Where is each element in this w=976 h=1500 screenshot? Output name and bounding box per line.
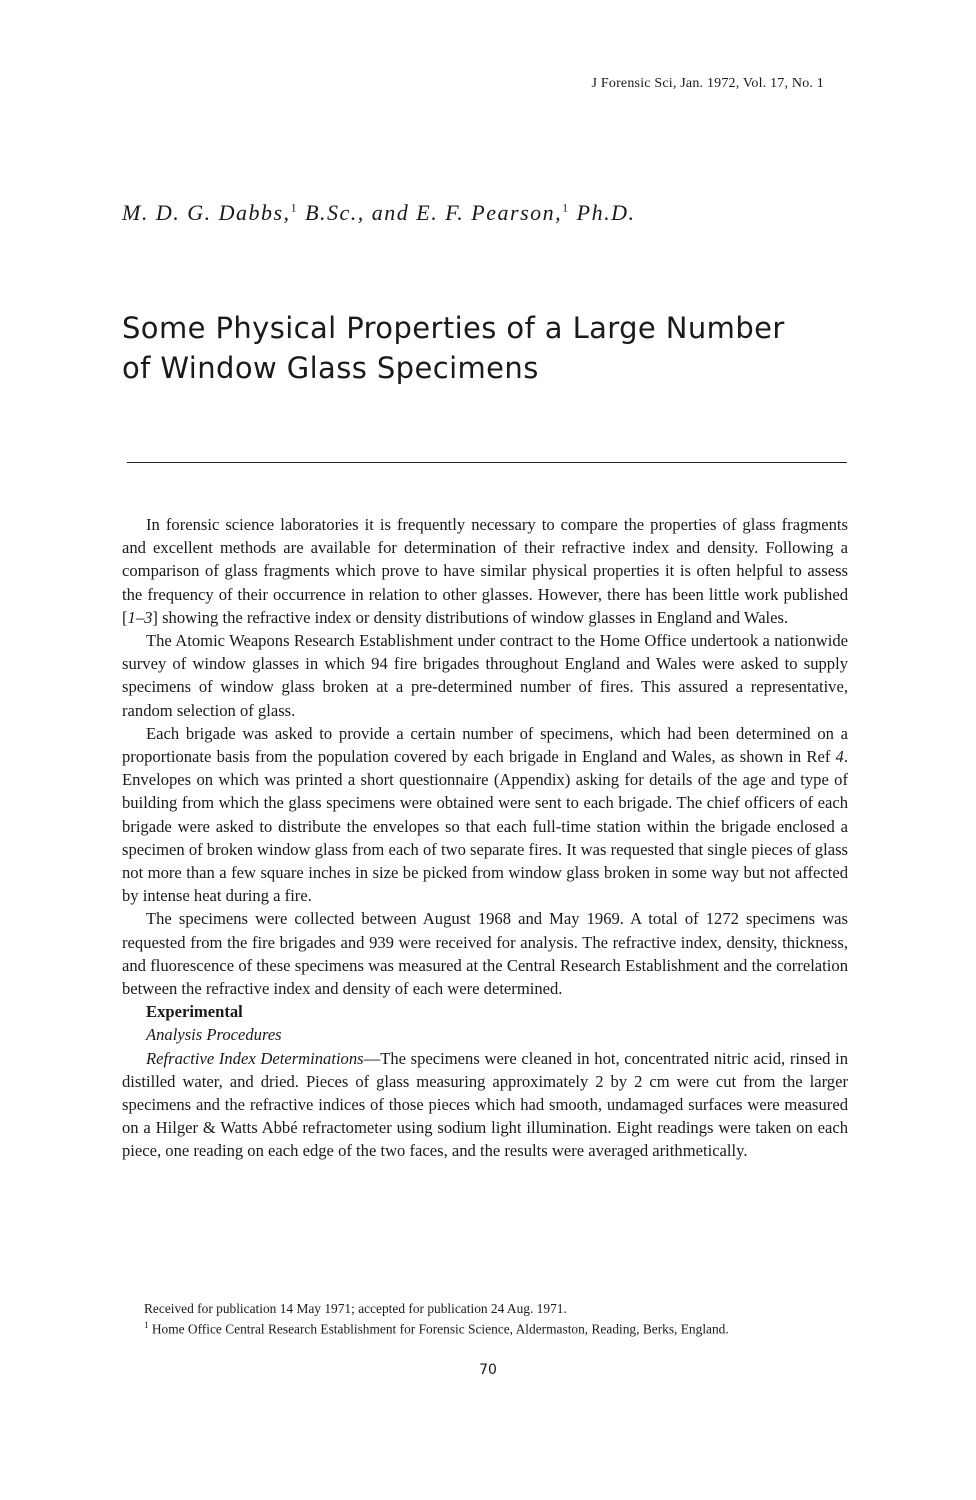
paragraph-3 bbox=[122, 722, 848, 908]
runin-heading-refractive-index: Refractive Index Determinations bbox=[146, 1048, 364, 1068]
author-2-degree: Ph.D. bbox=[569, 200, 636, 225]
author-2-name: E. F. Pearson, bbox=[416, 200, 563, 225]
affiliation-text: Home Office Central Research Establishment for Forensic Science, Aldermaston, Reading, Berks, England. bbox=[148, 1321, 729, 1337]
article-title bbox=[122, 308, 862, 388]
section-heading-experimental: Experimental bbox=[146, 1002, 243, 1022]
paragraph-5 bbox=[122, 1047, 848, 1163]
article-body bbox=[122, 513, 848, 1163]
title-line-2: of Window Glass Specimens bbox=[122, 351, 539, 385]
paragraph-1-text-b: ] showing the refractive index or density distributions of window glasses in England and Wales. bbox=[152, 607, 789, 627]
page-number: 70 bbox=[479, 1362, 497, 1378]
title-line-1: Some Physical Properties of a Large Number bbox=[122, 311, 785, 345]
author-1-footnote-mark: 1 bbox=[290, 200, 299, 215]
paragraph-1 bbox=[122, 513, 848, 629]
paragraph-1-text-a: In forensic science laboratories it is frequently necessary to compare the properties of glass fragments and excellent methods are available for determination of their refractive index and density. Following a comparison of glass fragments which prove to have similar physical properties it is often helpful to assess the frequency of their occurrence in relation to other glasses. However, there has been little work published [ bbox=[122, 515, 848, 627]
title-divider bbox=[127, 462, 847, 463]
footnote-affiliation bbox=[122, 1317, 848, 1337]
author-1-degree: B.Sc., and bbox=[298, 200, 417, 225]
author-1-name: M. D. G. Dabbs, bbox=[122, 200, 291, 225]
footnotes bbox=[122, 1300, 848, 1337]
paragraph-5-text: —The specimens were cleaned in hot, concentrated nitric acid, rinsed in distilled water, and dried. Pieces of glass measuring approximately 2 by 2 cm were cut from the larger specimens and the refractive indices of those pieces which had smooth, undamaged surfaces were measured on a Hilger & Watts Abbé refractometer using sodium light illumination. Eight readings were taken on each piece, one reading on each edge of the two faces, and the results were averaged arithmetically. bbox=[122, 1048, 848, 1161]
footnote-received: Received for publication 14 May 1971; accepted for publication 24 Aug. 1971. bbox=[144, 1301, 567, 1316]
author-line bbox=[122, 200, 635, 226]
paragraph-3-text-b: . Envelopes on which was printed a short questionnaire (Appendix) asking for details of the age and type of building from which the glass specimens were obtained were sent to each brigade. The chief officers of each brigade were asked to distribute the envelopes so that each full-time station within the brigade enclosed a specimen of broken window glass from each of two separate fires. It was requested that single pieces of glass not more than a few square inches in size be picked from window glass broken in some way but not affected by intense heat during a fire. bbox=[122, 747, 848, 906]
paragraph-4: The specimens were collected between August 1968 and May 1969. A total of 1272 specimens was requested from the fire brigades and 939 were received for analysis. The refractive index, density, thickness, and fluorescence of these specimens was measured at the Central Research Establishment and the correlation between the refractive index and density of each were determined. bbox=[122, 909, 848, 999]
paragraph-2: The Atomic Weapons Research Establishment under contract to the Home Office undertook a nationwide survey of window glasses in which 94 fire brigades throughout England and Wales were asked to supply specimens of window glass broken at a pre-determined number of fires. This assured a representative, random selection of glass. bbox=[122, 631, 848, 720]
paragraph-3-text-a: Each brigade was asked to provide a certain number of specimens, which had been determined on a proportionate basis from the population covered by each brigade in England and Wales, as shown in Ref bbox=[122, 723, 848, 767]
running-head: J Forensic Sci, Jan. 1972, Vol. 17, No. 1 bbox=[591, 76, 824, 91]
subsection-heading-analysis: Analysis Procedures bbox=[146, 1025, 282, 1045]
affiliation-mark: 1 bbox=[144, 1320, 149, 1330]
author-2-footnote-mark: 1 bbox=[562, 200, 570, 215]
citation-1-3: 1–3 bbox=[127, 607, 153, 627]
citation-4: 4 bbox=[835, 747, 844, 767]
